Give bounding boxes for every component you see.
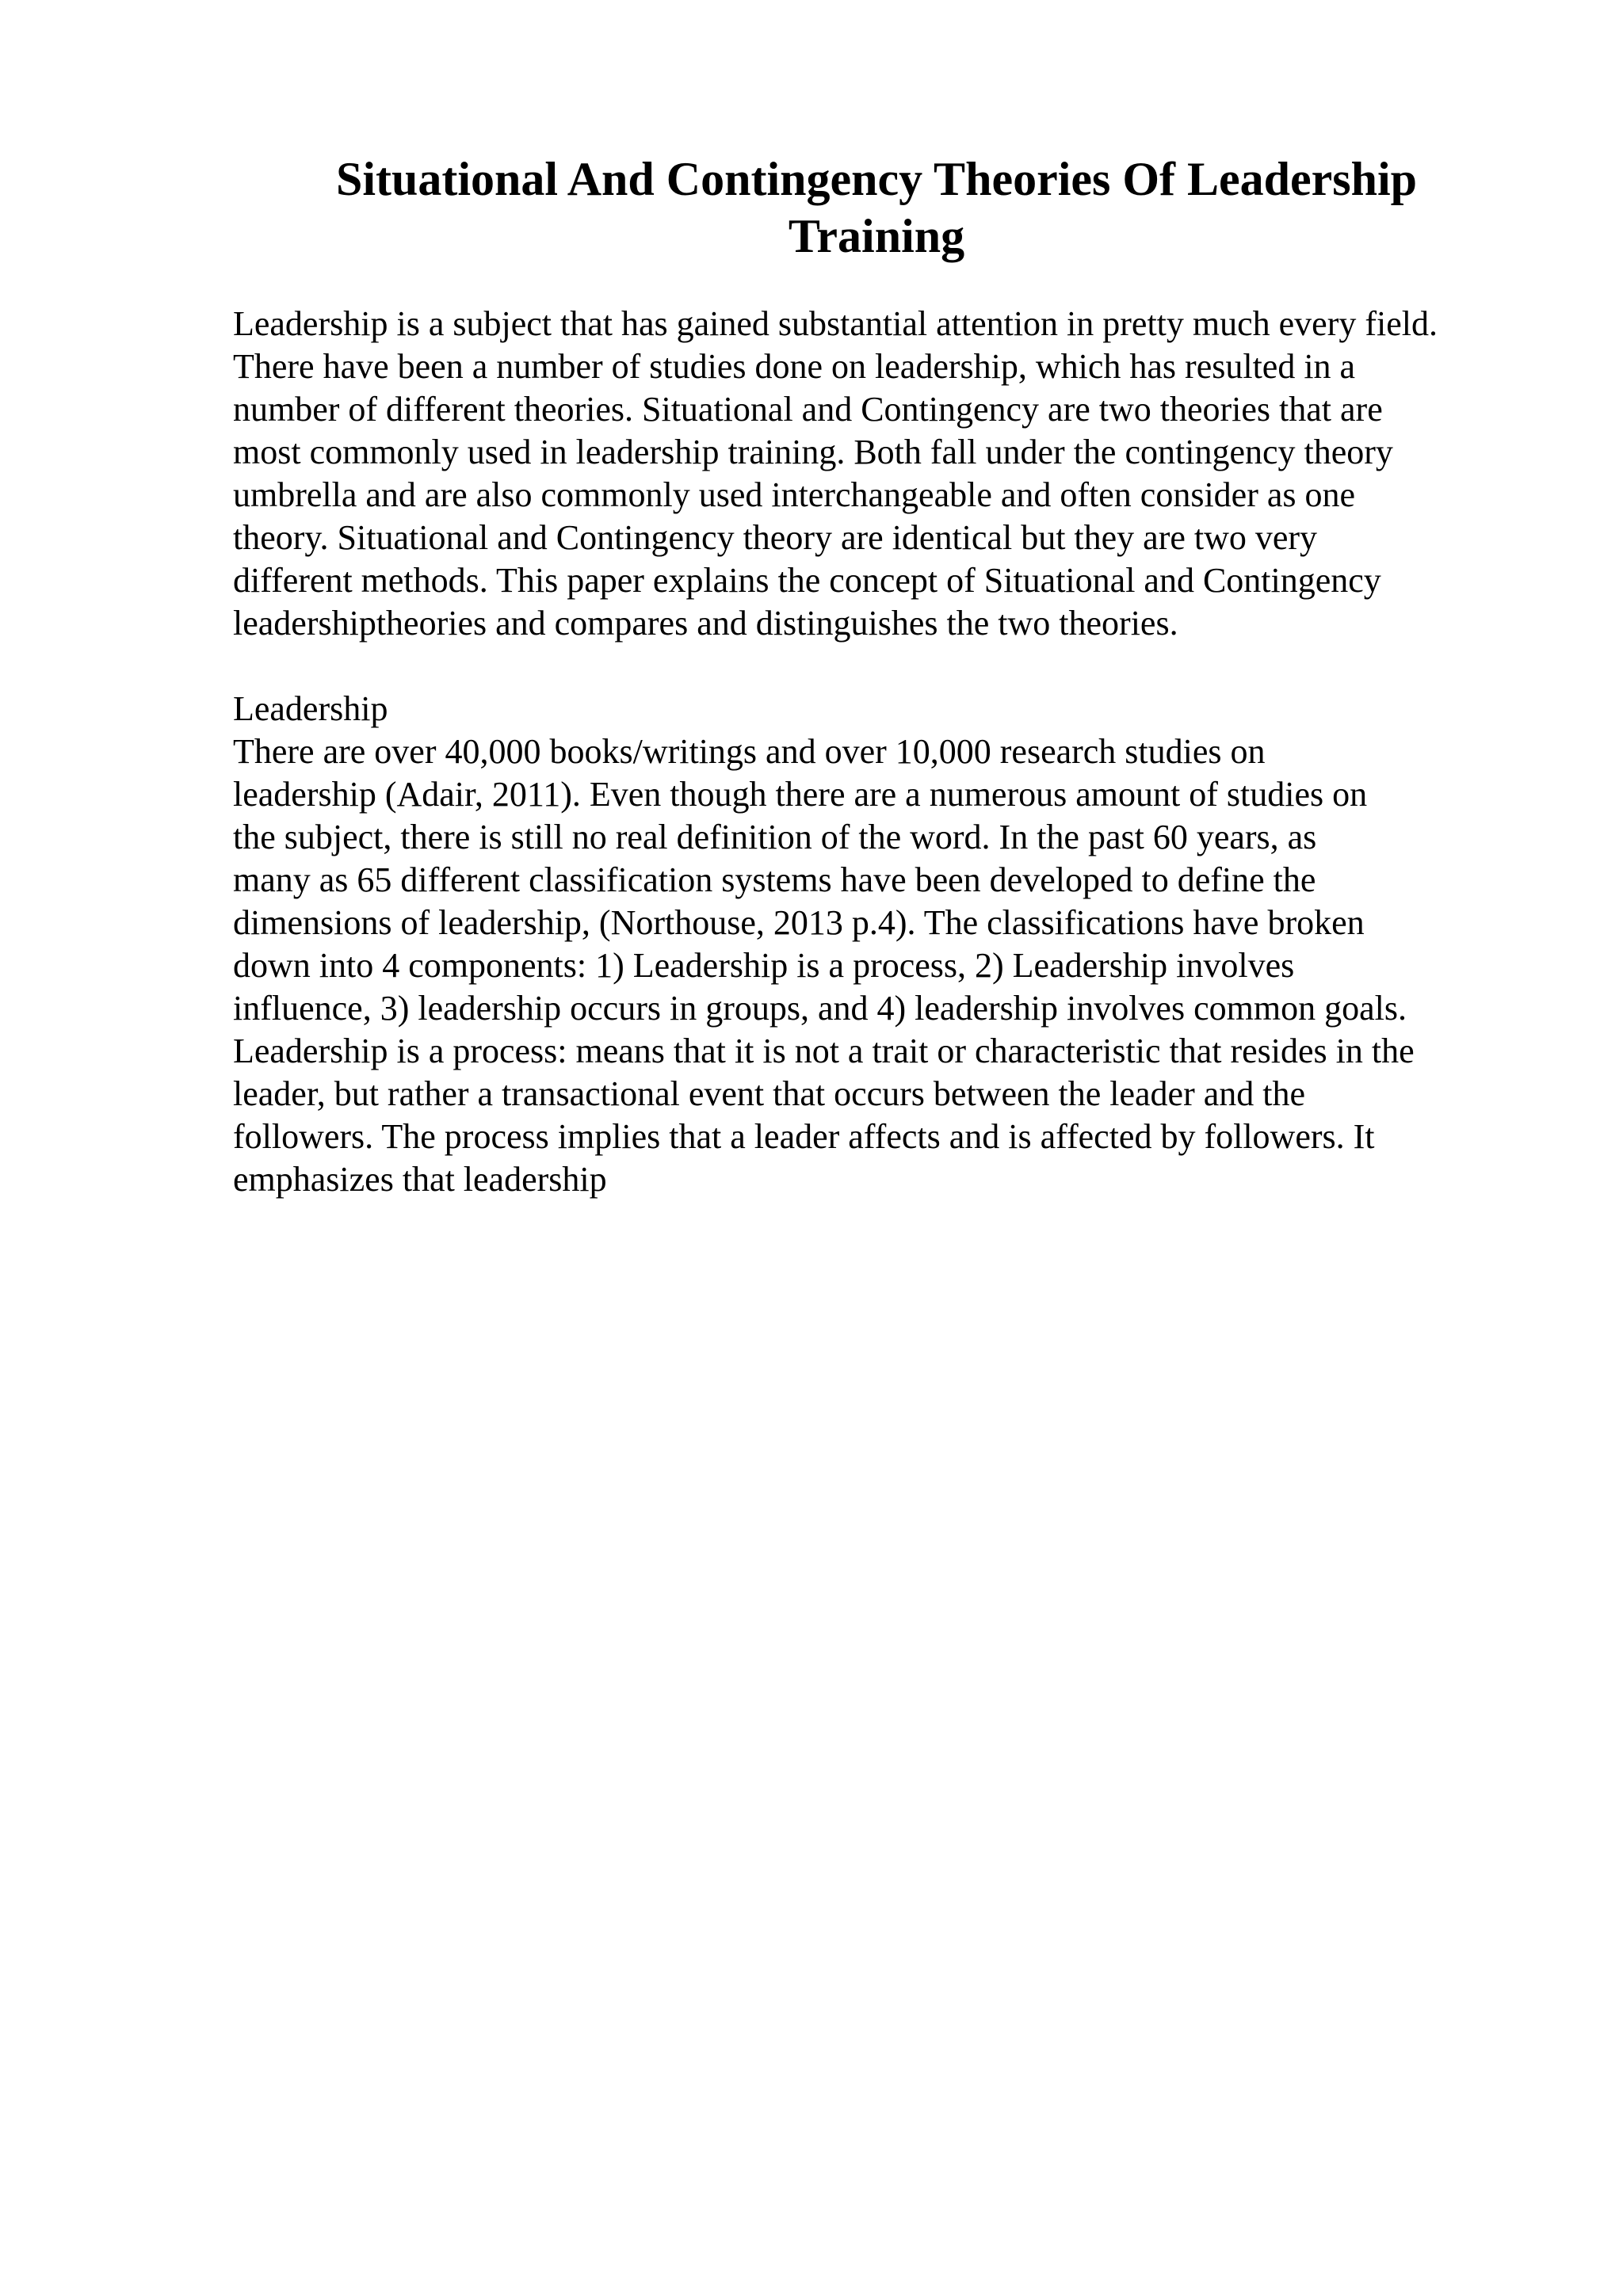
document-title — [233, 151, 1520, 265]
text-line: influence, 3) leadership occurs in groups, and 4) leadership involves common goals. — [233, 989, 1407, 1028]
text-line: There have been a number of studies done on leadership, which has resulted in a — [233, 347, 1356, 386]
text-line: many as 65 different classification systems have been developed to define the — [233, 860, 1316, 899]
text-line: theory. Situational and Contingency theory are identical but they are two very — [233, 518, 1318, 557]
text-line: leadership (Adair, 2011). Even though there are a numerous amount of studies on — [233, 775, 1368, 814]
text-line: leader, but rather a transactional event that occurs between the leader and the — [233, 1074, 1306, 1113]
text-line: number of different theories. Situational and Contingency are two theories that are — [233, 390, 1383, 429]
text-line: Leadership is a process: means that it is not a trait or characteristic that resides in the — [233, 1032, 1415, 1070]
text-line: umbrella and are also commonly used interchangeable and often consider as one — [233, 475, 1356, 514]
text-line: There are over 40,000 books/writings and over 10,000 research studies on — [233, 732, 1266, 771]
intro-paragraph — [233, 303, 1556, 645]
title-line: Situational And Contingency Theories Of Leadership — [335, 153, 1418, 205]
text-line: followers. The process implies that a leader affects and is affected by followers. It — [233, 1117, 1375, 1156]
text-line: dimensions of leadership, (Northouse, 2013 p.4). The classifications have broken — [233, 903, 1365, 942]
title-line: Training — [788, 210, 965, 262]
text-line: leadershiptheories and compares and distinguishes the two theories. — [233, 604, 1178, 643]
text-line: the subject, there is still no real definition of the word. In the past 60 years, as — [233, 818, 1317, 856]
text-line: Leadership is a subject that has gained substantial attention in pretty much every field. — [233, 304, 1438, 343]
text-line: different methods. This paper explains the concept of Situational and Contingency — [233, 561, 1381, 600]
section-heading: Leadership — [233, 689, 388, 728]
text-line: most commonly used in leadership training. Both fall under the contingency theory — [233, 433, 1393, 471]
text-line: emphasizes that leadership — [233, 1160, 607, 1199]
leadership-section — [233, 688, 1556, 1201]
text-line: down into 4 components: 1) Leadership is a process, 2) Leadership involves — [233, 946, 1295, 985]
